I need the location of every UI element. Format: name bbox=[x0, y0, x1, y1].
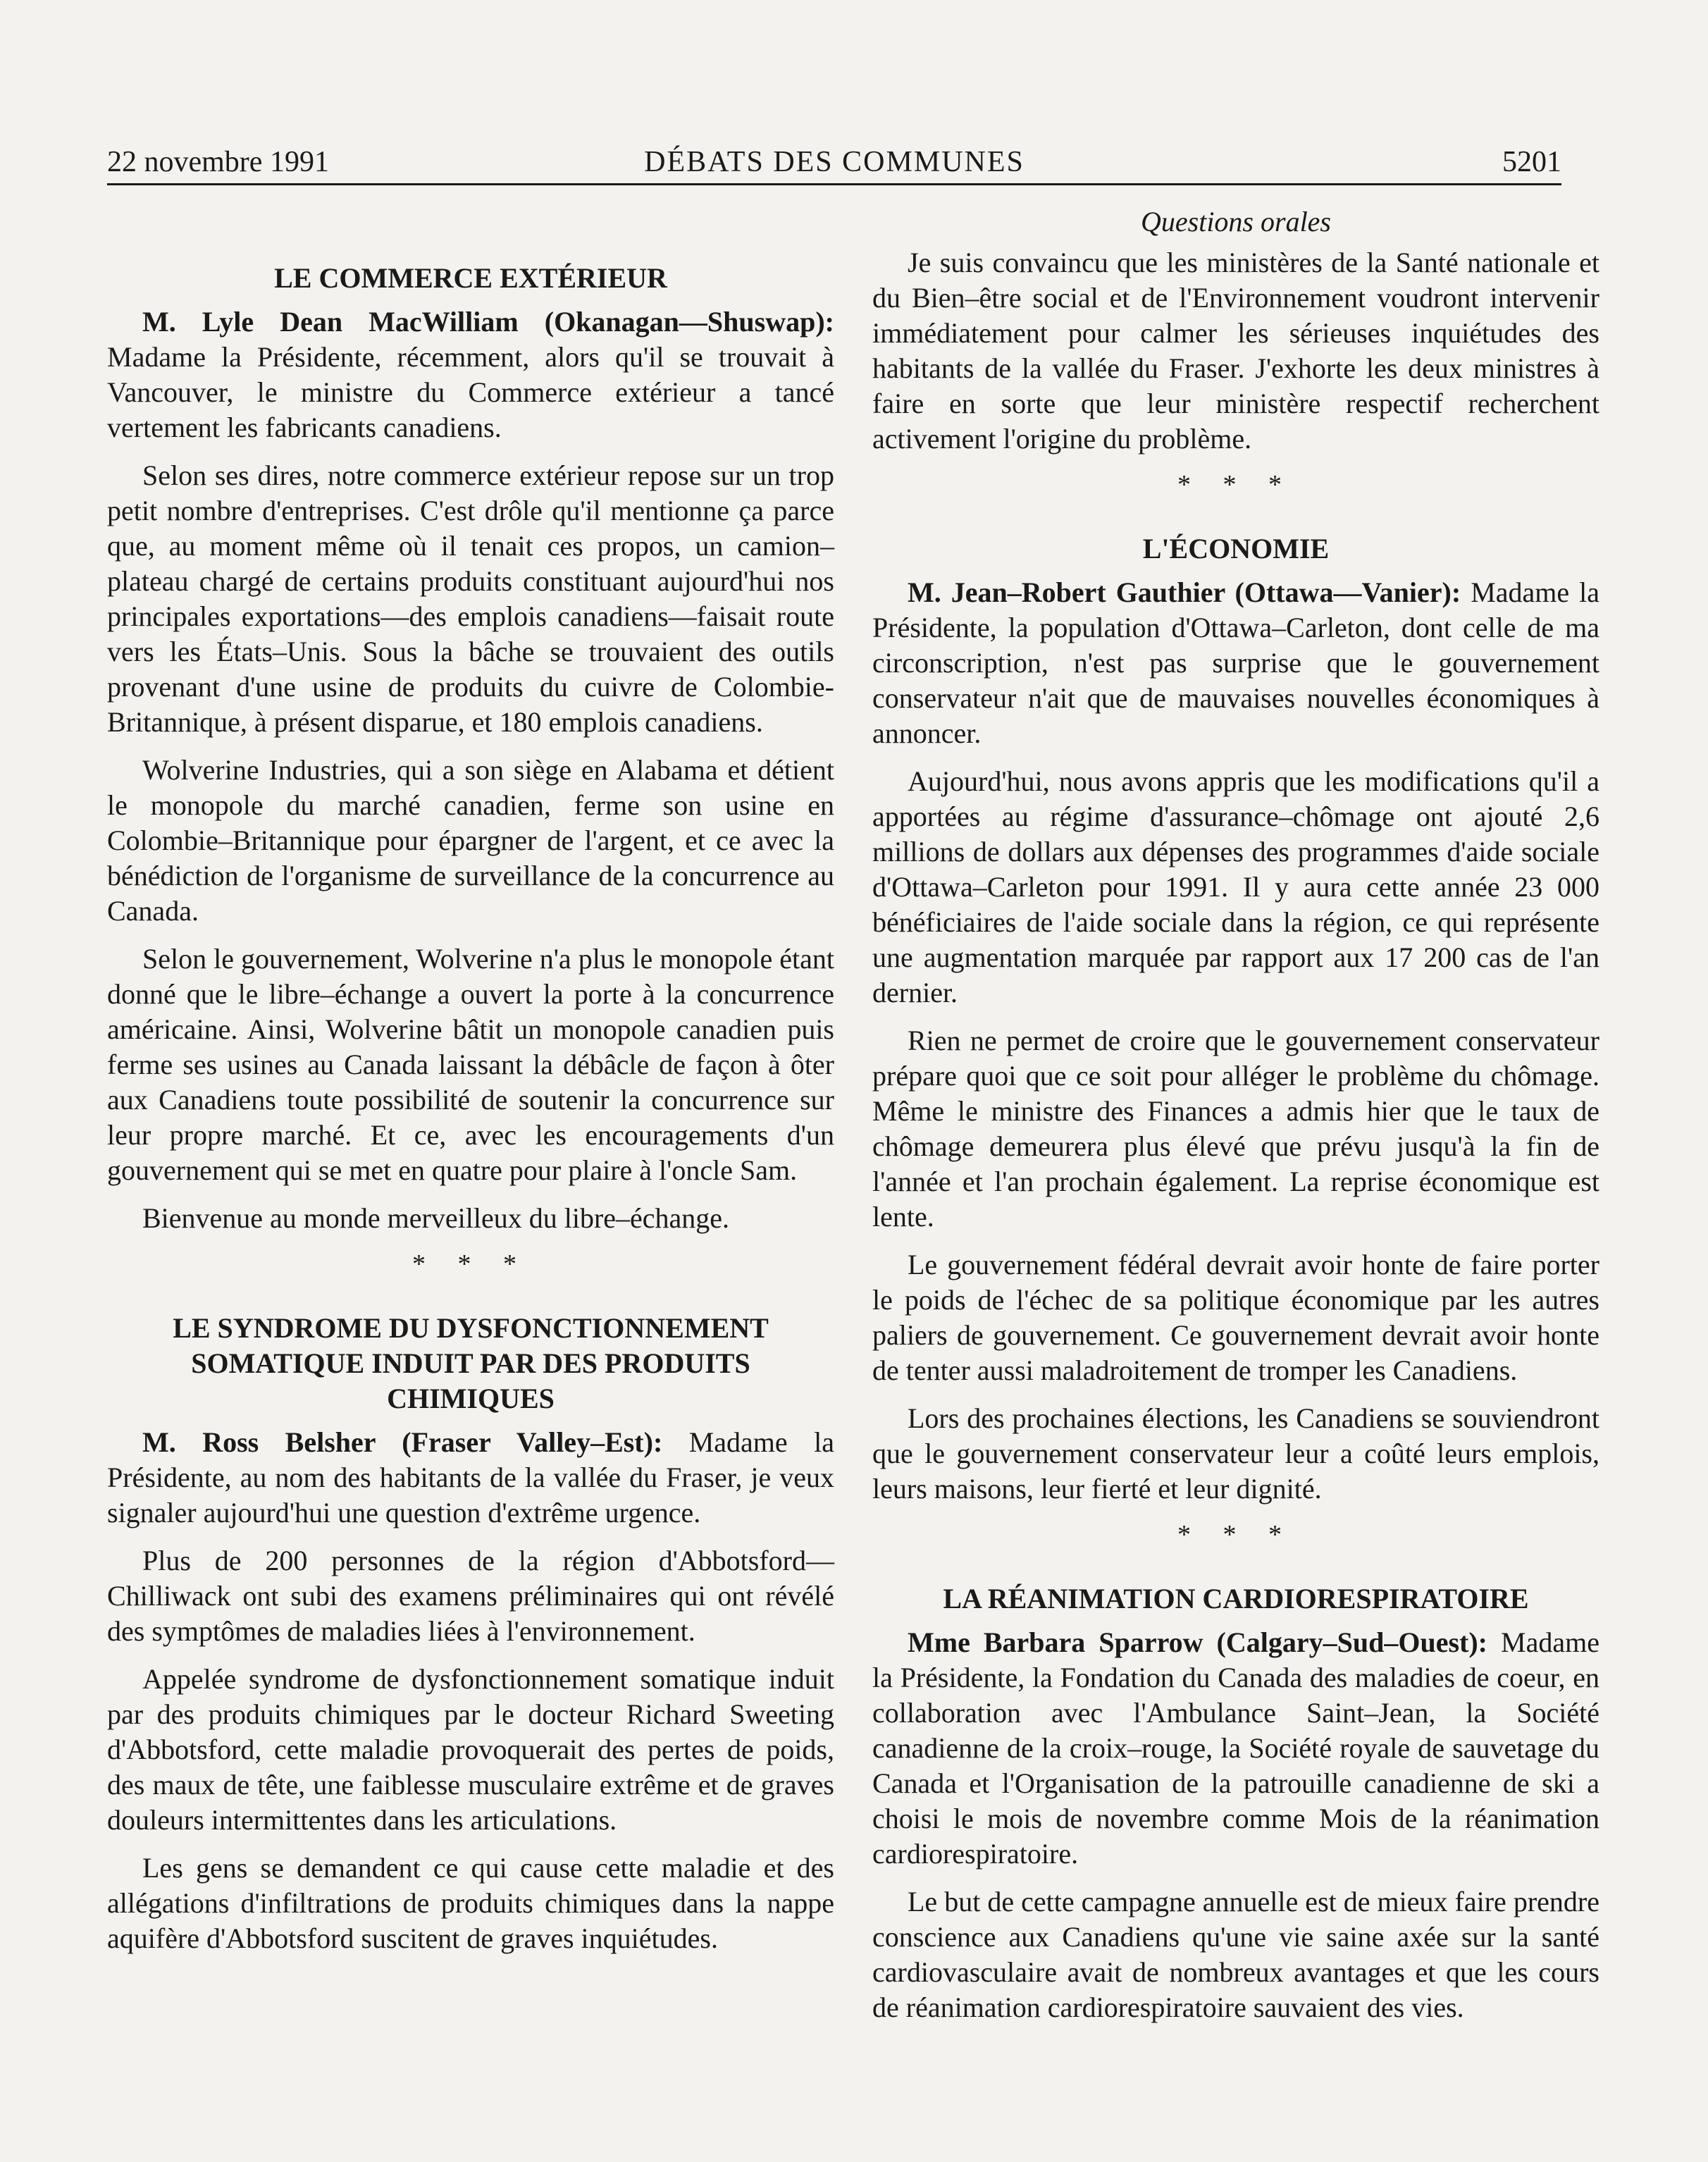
speaker-name: M. Lyle Dean MacWilliam (Okanagan—Shuswap): bbox=[142, 306, 834, 338]
paragraph bbox=[872, 575, 1599, 751]
paragraph: Appelée syndrome de dysfonctionnement somatique induit par des produits chimiques par le docteur Richard Sweeting d'Abbotsford, cette maladie provoquerait des pertes de poids, des maux de tête, une faiblesse musculaire extrême et de graves douleurs intermittentes dans les articulations. bbox=[107, 1663, 834, 1836]
speaker-name: M. Jean–Robert Gauthier (Ottawa—Vanier): bbox=[908, 576, 1461, 608]
section-separator: * * * bbox=[1177, 470, 1294, 500]
section-title-economie: L'ÉCONOMIE bbox=[1142, 533, 1330, 564]
paragraph: Je suis convaincu que les ministères de la Santé nationale et du Bien–être social et de l'Environnement voudront intervenir immédiatement pour calmer les sérieuses inquiétudes des habitants de la vallée du Fraser. J'exhorte les deux ministres à faire en sorte que leur ministère respectif recherchent activement l'origine du problème. bbox=[872, 247, 1599, 455]
paragraph bbox=[107, 1425, 834, 1531]
paragraph bbox=[107, 304, 834, 445]
paragraph-text: Madame la Présidente, la Fondation du Canada des maladies de coeur, en collaboration avec l'Ambulance Saint–Jean, la Société canadienne de la croix–rouge, la Société royale de sauvetage du Canada et l'Organisation de la patrouille canadienne de ski a choisi le mois de novembre comme Mois de la réanimation cardiorespiratoire. bbox=[872, 1626, 1599, 1870]
section-title-syndrome: LE SYNDROME DU DYSFONCTIONNEMENT SOMATIQUE INDUIT PAR DES PRODUITS CHIMIQUES bbox=[173, 1312, 769, 1414]
paragraph: Wolverine Industries, qui a son siège en Alabama et détient le monopole du marché canadien, ferme son usine en Colombie–Britannique pour épargner de l'argent, et ce avec la bénédiction de l'organisme de surveillance de la concurrence au Canada. bbox=[107, 754, 834, 927]
header-page-number: 5201 bbox=[1502, 146, 1561, 178]
section-title-reanimation: LA RÉANIMATION CARDIORESPIRATOIRE bbox=[943, 1583, 1529, 1614]
paragraph: Les gens se demandent ce qui cause cette maladie et des allégations d'infiltrations de produits chimiques dans la nappe aquifère d'Abbotsford suscitent de graves inquiétudes. bbox=[107, 1852, 834, 1954]
page-header bbox=[107, 138, 1561, 185]
paragraph bbox=[872, 1625, 1599, 1872]
paragraph: Le gouvernement fédéral devrait avoir honte de faire porter le poids de l'échec de sa politique économique par les autres paliers de gouvernement. Ce gouvernement devrait avoir honte de tenter aussi maladroitement de tromper les Canadiens. bbox=[872, 1249, 1599, 1386]
header-title: DÉBATS DES COMMUNES bbox=[644, 146, 1025, 178]
paragraph: Lors des prochaines élections, les Canadiens se souviendront que le gouvernement conservateur leur a coûté leurs emplois, leurs maisons, leur fierté et leur dignité. bbox=[872, 1402, 1599, 1505]
running-head: Questions orales bbox=[1141, 206, 1331, 237]
paragraph: Rien ne permet de croire que le gouvernement conservateur prépare quoi que ce soit pour alléger le problème du chômage. Même le ministre des Finances a admis hier que le taux de chômage demeurera plus élevé que prévu jusqu'à la fin de l'année et l'an prochain également. La reprise économique est lente. bbox=[872, 1025, 1599, 1233]
paragraph: Plus de 200 personnes de la région d'Abbotsford—Chilliwack ont subi des examens préliminaires qui ont révélé des symptômes de maladies liées à l'environnement. bbox=[107, 1545, 834, 1647]
section-separator: * * * bbox=[1177, 1520, 1294, 1550]
paragraph-text: Madame la Présidente, la population d'Ottawa–Carleton, dont celle de ma circonscription, n'est pas surprise que le gouvernement conservateur n'ait que de mauvaises nouvelles économiques à annoncer. bbox=[872, 576, 1600, 749]
paragraph-text: Madame la Présidente, récemment, alors qu'il se trouvait à Vancouver, le ministre du Commerce extérieur a tancé vertement les fabricants canadiens. bbox=[107, 341, 834, 443]
section-separator: * * * bbox=[412, 1249, 529, 1279]
paragraph: Bienvenue au monde merveilleux du libre–échange. bbox=[142, 1202, 730, 1234]
header-date: 22 novembre 1991 bbox=[107, 146, 329, 178]
paragraph-text: Madame la Présidente, au nom des habitants de la vallée du Fraser, je veux signaler aujourd'hui une question d'extrême urgence. bbox=[107, 1426, 834, 1528]
paragraph: Aujourd'hui, nous avons appris que les modifications qu'il a apportées au régime d'assurance–chômage ont ajouté 2,6 millions de dollars aux dépenses des programmes d'aide sociale d'Ottawa–Carleton pour 1991. Il y aura cette année 23 000 bénéficiaires de l'aide sociale dans la région, ce qui représente une augmentation marquée par rapport aux 17 200 cas de l'an dernier. bbox=[872, 765, 1599, 1008]
paragraph: Le but de cette campagne annuelle est de mieux faire prendre conscience aux Canadiens qu'une vie saine axée sur la santé cardiovasculaire avait de nombreux avantages et que les cours de réanimation cardiorespiratoire sauvaient des vies. bbox=[872, 1886, 1599, 2023]
paragraph: Selon le gouvernement, Wolverine n'a plus le monopole étant donné que le libre–échange a ouvert la porte à la concurrence américaine. Ainsi, Wolverine bâtit un monopole canadien puis ferme ses usines au Canada laissant la débâcle de façon à ôter aux Canadiens toute possibilité de soutenir la concurrence sur leur propre marché. Et ce, avec les encouragements d'un gouvernement qui se met en quatre pour plaire à l'oncle Sam. bbox=[107, 943, 834, 1186]
left-column bbox=[107, 204, 834, 1969]
paragraph: Selon ses dires, notre commerce extérieur repose sur un trop petit nombre d'entreprises. C'est drôle qu'il mentionne ça parce que, au moment même où il tenait ces propos, un camion–plateau chargé de certains produits constituant aujourd'hui nos principales exportations—des emplois canadiens—faisait route vers les États–Unis. Sous la bâche se trouvaient des outils provenant d'une usine de produits du cuivre de Colombie-Britannique, à présent disparue, et 180 emplois canadiens. bbox=[107, 459, 834, 738]
right-column bbox=[872, 204, 1599, 2038]
left-top-space bbox=[107, 204, 834, 261]
section-title-commerce: LE COMMERCE EXTÉRIEUR bbox=[274, 262, 667, 294]
speaker-name: M. Ross Belsher (Fraser Valley–Est): bbox=[142, 1426, 663, 1458]
speaker-name: Mme Barbara Sparrow (Calgary–Sud–Ouest): bbox=[908, 1626, 1487, 1658]
